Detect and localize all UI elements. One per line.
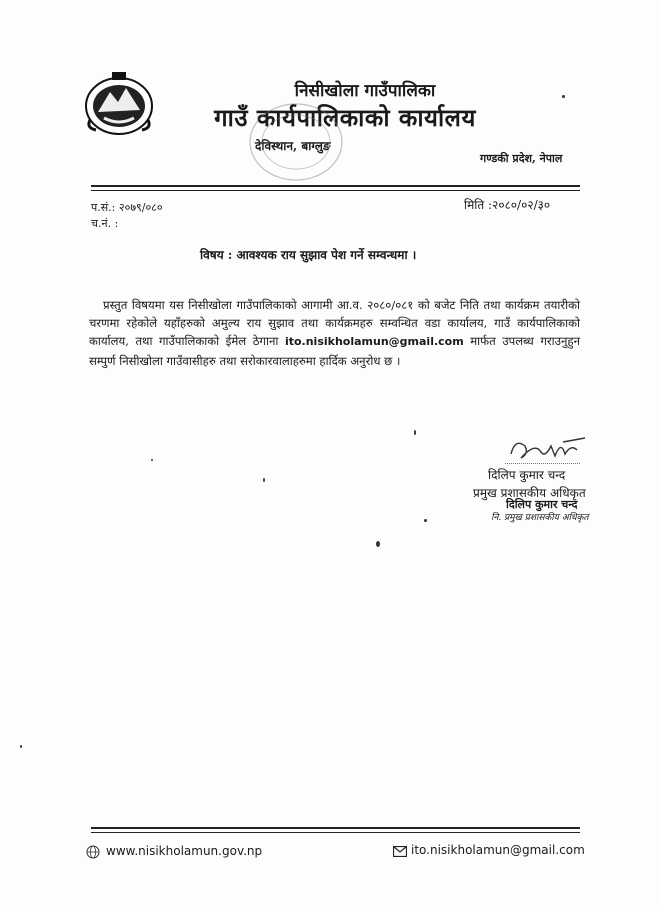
office-title: गाउँ कार्यपालिकाको कार्यालय: [214, 103, 476, 132]
footer-rule-thin: [91, 832, 580, 833]
signature-icon: [505, 432, 590, 470]
body-email-link[interactable]: ito.nisikholamun@gmail.com: [284, 335, 464, 349]
scan-speck: [20, 745, 22, 748]
footer-email-link[interactable]: ito.nisikholamun@gmail.com: [411, 843, 585, 857]
signatory-stamp-title: नि. प्रमुख प्रशासकीय अधिकृत: [491, 513, 589, 523]
scan-speck: [376, 541, 380, 547]
office-address: देविस्थान, बाग्लुङ: [255, 139, 331, 153]
footer-website-link[interactable]: www.nisikholamun.gov.np: [106, 844, 263, 858]
province: गण्डकी प्रदेश, नेपाल: [480, 152, 563, 165]
scan-speck: [562, 95, 565, 98]
signature-line: [505, 463, 580, 464]
mail-icon: [393, 846, 407, 857]
reference-number: प.सं.: २०७९/०८०: [91, 201, 163, 214]
body-part-2: मार्फत उपलब्ध गराउनुहुन सम्पुर्ण निसीखोला गाउँवासीहरु तथा सरोकारवालाहरुमा हार्दिक अनुरोध छ ।: [89, 334, 581, 368]
municipality-name: निसीखोला गाउँपालिका: [294, 81, 436, 101]
signatory-name: दिलिप कुमार चन्द: [488, 468, 566, 482]
signatory-stamp-name: दिलिप कुमार चन्द: [506, 498, 578, 511]
letter-date: मिति :२०८०/०२/३०: [464, 198, 551, 212]
globe-icon: [86, 845, 100, 859]
letter-subject: विषय : आवश्यक राय सुझाव पेश गर्ने सम्वन्धमा ।: [200, 248, 417, 262]
header-rule: [91, 185, 580, 187]
scan-speck: [414, 430, 416, 435]
scan-speck: [424, 519, 427, 522]
scan-speck: [151, 459, 153, 461]
signatory-title: प्रमुख प्रशासकीय अधिकृत: [473, 486, 586, 500]
footer-rule: [91, 827, 580, 829]
nepal-emblem-icon: [82, 68, 156, 138]
letter-body: [89, 296, 580, 370]
body-part-1: प्रस्तुत विषयमा यस निसीखोला गाउँपालिकाको आगामी आ.व. २०८०/०८१ को बजेट निति तथा कार्यक्रम तयारीको चरणमा रहेकोले यहाँहरुको अमुल्य राय सुझाव तथा कार्यक्रमहरु सम्वन्धित वडा कार्यालय, गाउँ कार्यपालिकाको कार्यालय, तथा गाउँपालिकाको ईमेल ठेगाना: [89, 298, 580, 349]
header-rule-thin: [91, 190, 580, 191]
scan-speck: [263, 478, 265, 482]
dispatch-number: च.नं. :: [91, 217, 119, 230]
office-seal-stamp: [236, 92, 356, 192]
